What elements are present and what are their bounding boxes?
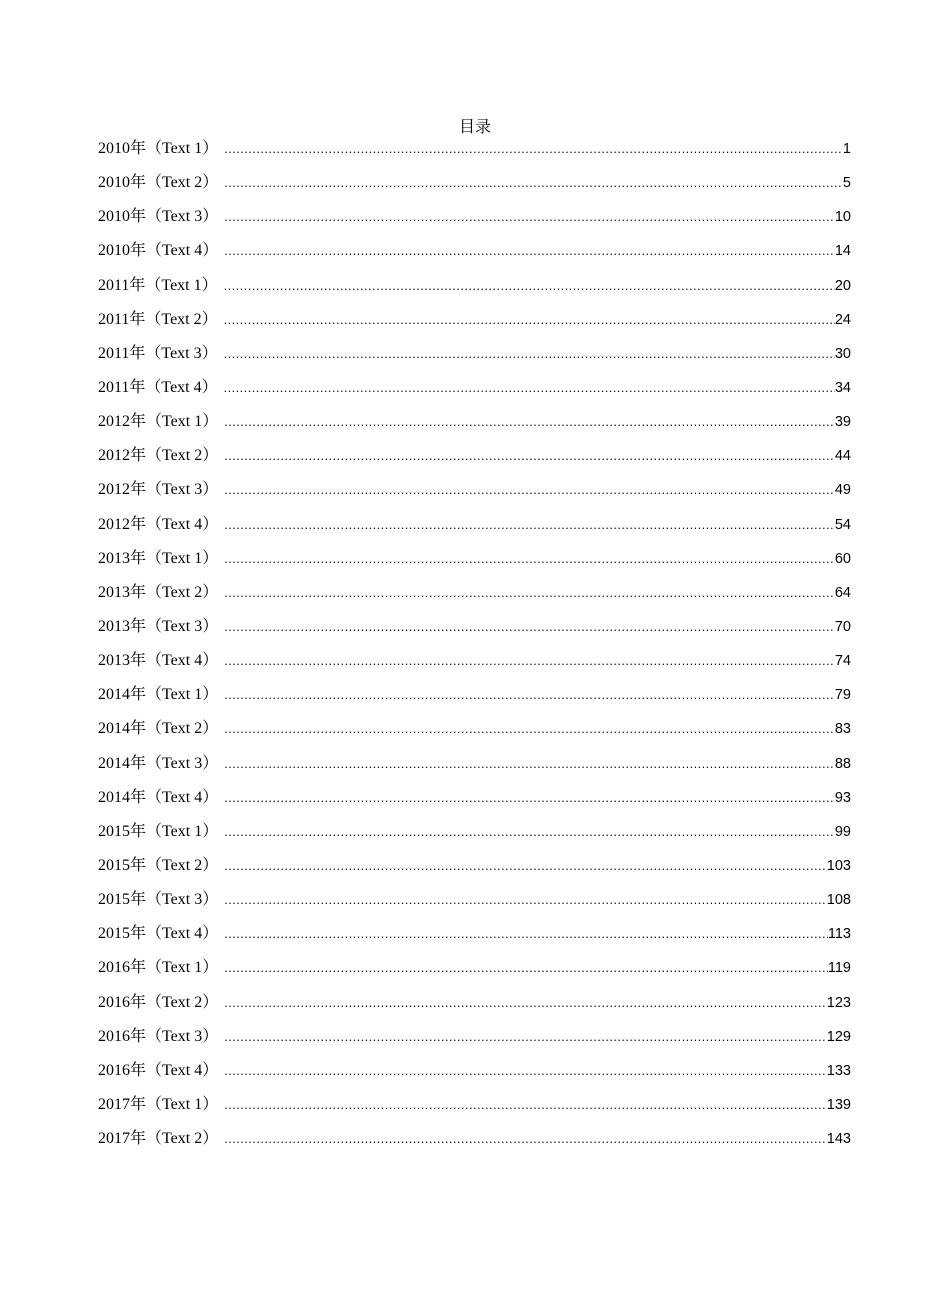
toc-entry[interactable] xyxy=(98,169,851,203)
dot-leader xyxy=(224,1131,827,1146)
toc-entry[interactable] xyxy=(98,784,851,818)
toc-entry[interactable] xyxy=(98,1125,851,1159)
dot-leader xyxy=(224,960,828,975)
toc-entry-label: 2010年（Text 3） xyxy=(98,208,219,226)
dot-leader xyxy=(224,892,827,907)
toc-entry-page-number: 49 xyxy=(834,482,851,499)
dot-leader xyxy=(224,482,835,497)
toc-entry[interactable] xyxy=(98,750,851,784)
toc-entry[interactable] xyxy=(98,715,851,749)
dot-leader xyxy=(224,585,835,600)
toc-entry-page-number: 39 xyxy=(834,414,851,431)
toc-entry-label: 2010年（Text 2） xyxy=(98,174,219,192)
toc-entry-page-number: 44 xyxy=(834,448,851,465)
dot-leader xyxy=(224,824,835,839)
toc-entry-page-number: 93 xyxy=(834,789,851,806)
toc-entry-page-number: 143 xyxy=(826,1131,851,1148)
toc-entry-page-number: 54 xyxy=(834,516,851,533)
toc-entry-label: 2016年（Text 4） xyxy=(98,1061,219,1079)
toc-entry-label: 2013年（Text 1） xyxy=(98,549,219,567)
dot-leader xyxy=(224,243,835,258)
toc-entry[interactable] xyxy=(98,340,851,374)
dot-leader xyxy=(224,380,835,395)
toc-entry-page-number: 14 xyxy=(834,243,851,260)
dot-leader xyxy=(224,687,835,702)
dot-leader xyxy=(224,926,828,941)
dot-leader xyxy=(224,858,827,873)
dot-leader xyxy=(224,414,835,429)
toc-entry[interactable] xyxy=(98,476,851,510)
dot-leader xyxy=(224,1097,827,1112)
toc-entry-page-number: 133 xyxy=(826,1062,851,1079)
toc-entry-page-number: 64 xyxy=(834,584,851,601)
toc-entry[interactable] xyxy=(98,408,851,442)
dot-leader xyxy=(224,312,835,327)
dot-leader xyxy=(224,995,827,1010)
toc-entry-page-number: 20 xyxy=(834,277,851,294)
dot-leader xyxy=(224,551,835,566)
toc-entry-label: 2013年（Text 4） xyxy=(98,652,219,670)
toc-entry-label: 2012年（Text 4） xyxy=(98,515,219,533)
toc-entry-page-number: 88 xyxy=(834,755,851,772)
toc-entry-page-number: 60 xyxy=(834,550,851,567)
toc-entry-label: 2014年（Text 3） xyxy=(98,754,219,772)
toc-entry[interactable] xyxy=(98,511,851,545)
toc-entry-page-number: 103 xyxy=(826,857,851,874)
toc-entry-label: 2012年（Text 3） xyxy=(98,481,219,499)
toc-entry[interactable] xyxy=(98,954,851,988)
toc-entry-page-number: 99 xyxy=(834,823,851,840)
dot-leader xyxy=(224,721,835,736)
toc-entry[interactable] xyxy=(98,237,851,271)
toc-entry[interactable] xyxy=(98,852,851,886)
toc-entry[interactable] xyxy=(98,920,851,954)
toc-entry[interactable] xyxy=(98,203,851,237)
toc-entry[interactable] xyxy=(98,1091,851,1125)
toc-entry[interactable] xyxy=(98,647,851,681)
toc-entry[interactable] xyxy=(98,374,851,408)
toc-entry-label: 2013年（Text 3） xyxy=(98,617,219,635)
toc-entry[interactable] xyxy=(98,989,851,1023)
toc-entry-label: 2011年（Text 4） xyxy=(98,378,218,396)
toc-entry[interactable] xyxy=(98,818,851,852)
toc-entry-label: 2012年（Text 1） xyxy=(98,413,219,431)
toc-entry-page-number: 10 xyxy=(834,209,851,226)
toc-entry-page-number: 119 xyxy=(827,960,851,977)
toc-entry-page-number: 113 xyxy=(827,926,851,943)
toc-entry-page-number: 139 xyxy=(826,1096,851,1113)
toc-title: 目录 xyxy=(458,117,491,136)
toc-entry-label: 2012年（Text 2） xyxy=(98,447,219,465)
toc-entry[interactable] xyxy=(98,886,851,920)
toc-entry[interactable] xyxy=(98,579,851,613)
toc-entry-label: 2015年（Text 4） xyxy=(98,925,219,943)
toc-entry-page-number: 108 xyxy=(826,892,851,909)
toc-entry-page-number: 70 xyxy=(834,618,851,635)
dot-leader xyxy=(224,141,843,156)
toc-entry-label: 2011年（Text 2） xyxy=(98,310,218,328)
toc-entry-page-number: 123 xyxy=(826,994,851,1011)
dot-leader xyxy=(224,653,835,668)
toc-entry-page-number: 83 xyxy=(834,721,851,738)
toc-entry-label: 2017年（Text 2） xyxy=(98,1130,219,1148)
toc-entry-label: 2015年（Text 2） xyxy=(98,856,219,874)
dot-leader xyxy=(224,448,835,463)
toc-entry-label: 2016年（Text 3） xyxy=(98,1027,219,1045)
dot-leader xyxy=(224,1063,827,1078)
toc-entry-label: 2015年（Text 1） xyxy=(98,822,219,840)
dot-leader xyxy=(224,517,835,532)
toc-entry-label: 2015年（Text 3） xyxy=(98,891,219,909)
dot-leader xyxy=(224,175,843,190)
toc-list xyxy=(98,135,851,1159)
toc-entry-label: 2013年（Text 2） xyxy=(98,583,219,601)
toc-entry-page-number: 5 xyxy=(842,175,851,192)
dot-leader xyxy=(224,790,835,805)
dot-leader xyxy=(224,619,835,634)
toc-entry-page-number: 79 xyxy=(834,687,851,704)
toc-entry[interactable] xyxy=(98,272,851,306)
toc-entry[interactable] xyxy=(98,1023,851,1057)
dot-leader xyxy=(224,1029,827,1044)
toc-entry-label: 2014年（Text 1） xyxy=(98,686,219,704)
toc-entry-label: 2014年（Text 2） xyxy=(98,720,219,738)
toc-entry-label: 2014年（Text 4） xyxy=(98,788,219,806)
toc-entry-label: 2011年（Text 1） xyxy=(98,276,218,294)
toc-entry-page-number: 129 xyxy=(826,1028,851,1045)
dot-leader xyxy=(224,209,835,224)
toc-entry[interactable] xyxy=(98,135,851,169)
toc-entry-page-number: 1 xyxy=(842,141,851,157)
toc-entry[interactable] xyxy=(98,1057,851,1091)
toc-entry-label: 2010年（Text 1） xyxy=(98,140,219,157)
toc-entry-page-number: 74 xyxy=(834,653,851,670)
dot-leader xyxy=(224,278,835,293)
toc-entry[interactable] xyxy=(98,442,851,476)
toc-entry-label: 2010年（Text 4） xyxy=(98,242,219,260)
toc-entry-page-number: 24 xyxy=(834,311,851,328)
toc-entry-label: 2017年（Text 1） xyxy=(98,1095,219,1113)
toc-entry-label: 2011年（Text 3） xyxy=(98,344,218,362)
dot-leader xyxy=(224,346,835,361)
toc-entry-label: 2016年（Text 2） xyxy=(98,993,219,1011)
toc-entry-page-number: 30 xyxy=(834,345,851,362)
toc-entry[interactable] xyxy=(98,613,851,647)
toc-entry[interactable] xyxy=(98,306,851,340)
toc-entry[interactable] xyxy=(98,545,851,579)
dot-leader xyxy=(224,756,835,771)
toc-entry[interactable] xyxy=(98,681,851,715)
toc-entry-page-number: 34 xyxy=(834,379,851,396)
toc-entry-label: 2016年（Text 1） xyxy=(98,959,219,977)
